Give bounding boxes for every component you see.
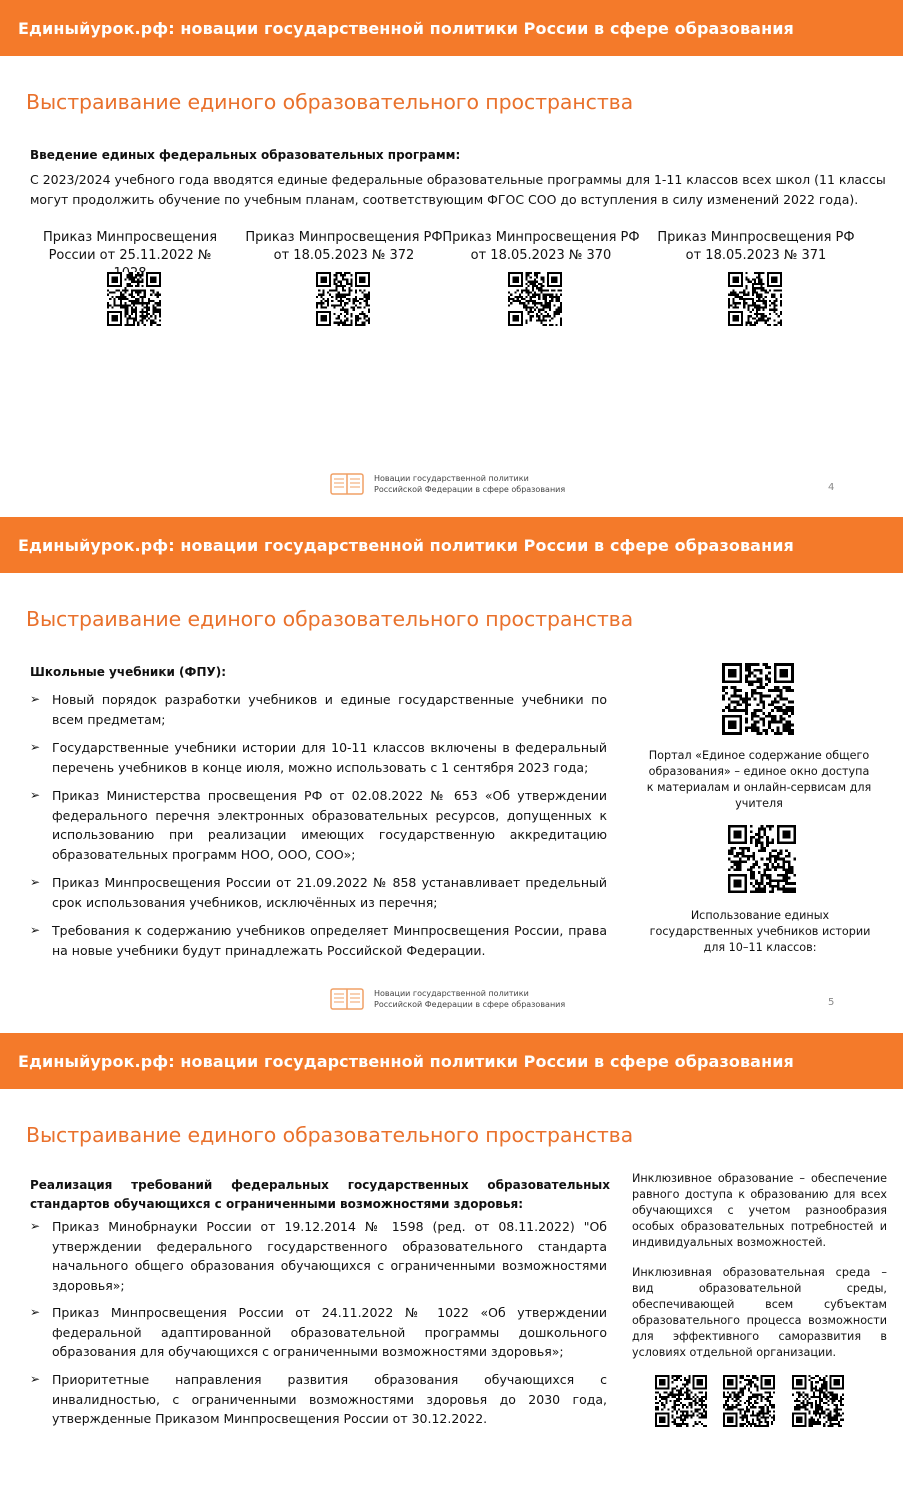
bullet-text: Новый порядок разработки учебников и единые государственные учебники по всем предметам;	[52, 692, 607, 727]
arrow-bullet-icon: ➢	[30, 1372, 41, 1386]
slide-6	[0, 1033, 903, 1500]
order-line-2: России от 25.11.2022 №	[48, 248, 212, 263]
intro-line-2: могут продолжить обучение по учебным планам, соответствующим ФГОС СОО до вступления в силу изменений 2022 года).	[30, 192, 859, 207]
bullet-text: Приоритетные направления развития образования обучающихся с инвалидностью, с ограниченными возможностями здоровья до 2030 года, утвержденные Приказом Минпросвещения России от 30.12.2022.	[52, 1372, 607, 1426]
order-item-3	[430, 229, 652, 265]
arrow-bullet-icon: ➢	[30, 1305, 41, 1319]
qr-code[interactable]	[107, 272, 161, 326]
slide-footer	[330, 472, 890, 504]
footer-line-1: Новации государственной политики	[374, 474, 529, 483]
book-logo-icon	[330, 472, 364, 498]
portal-caption: Портал «Единое содержание общего образования» – единое окно доступа к материалам и онлайн-сервисам для учителя	[646, 749, 872, 810]
qr-code[interactable]	[723, 1375, 775, 1427]
arrow-bullet-icon: ➢	[30, 1219, 41, 1233]
arrow-bullet-icon: ➢	[30, 788, 41, 802]
inclusive-environment-definition: Инклюзивная образовательная среда – вид образовательной среды, обеспечивающей всем субъектам образовательного процесса возможности для эффективного саморазвития в условиях отдельной организации.	[632, 1266, 887, 1359]
bullet-text: Приказ Министерства просвещения РФ от 02.08.2022 № 653 «Об утверждении федерального перечня электронных образовательных ресурсов, допущенных к использованию при реализации имеющих государственную аккредитацию образовательных программ НОО, ООО, СОО»;	[52, 788, 607, 862]
slide-5	[0, 517, 903, 1033]
bullet-text: Приказ Минпросвещения России от 24.11.2022 № 1022 «Об утверждении федеральной адаптированной образовательной программы дошкольного образования для обучающихся с ограниченными возможностями здоровья»;	[52, 1305, 607, 1359]
slide-footer	[330, 987, 890, 1019]
slide-title: Выстраивание единого образовательного пространства	[26, 1123, 634, 1147]
order-item-2	[230, 229, 458, 265]
footer-line-1: Новации государственной политики	[374, 989, 529, 998]
banner-text: Единыйурок.рф: новации государственной политики России в сфере образования	[18, 19, 794, 38]
slide-title: Выстраивание единого образовательного пространства	[26, 607, 634, 631]
slide-4	[0, 0, 903, 517]
banner-text: Единыйурок.рф: новации государственной политики России в сфере образования	[18, 1052, 794, 1071]
slide-title: Выстраивание единого образовательного пространства	[26, 90, 634, 114]
bullet-item	[30, 873, 615, 913]
section-heading: Реализация требований федеральных государственных образовательных стандартов обучающихся с ограниченными возможностями здоровья:	[30, 1178, 610, 1211]
qr-code[interactable]	[655, 1375, 707, 1427]
banner-text: Единыйурок.рф: новации государственной политики России в сфере образования	[18, 536, 794, 555]
order-line-1: Приказ Минпросвещения РФ	[657, 230, 855, 245]
section-heading: Школьные учебники (ФПУ):	[30, 665, 227, 679]
order-line-1: Приказ Минпросвещения РФ	[245, 230, 443, 245]
footer-line-2: Российской Федерации в сфере образования	[374, 999, 566, 1009]
order-item-4	[648, 229, 864, 265]
qr-code[interactable]	[722, 663, 794, 735]
bullet-item	[30, 1370, 610, 1430]
order-line-2: от 18.05.2023 № 370	[470, 248, 612, 263]
bullet-text: Требования к содержанию учебников определяет Минпросвещения России, права на новые учебники будут принадлежать Российской Федерации.	[52, 923, 607, 958]
bullet-text: Приказ Минобрнауки России от 19.12.2014 № 1598 (ред. от 08.11.2022) "Об утверждении федерального государственного образовательного стандарта начального общего образования обучающихся с ограниченными возможностями здоровья»;	[52, 1219, 607, 1293]
intro-paragraph	[30, 170, 886, 210]
footer-text	[374, 989, 565, 1010]
footer-line-2: Российской Федерации в сфере образования	[374, 484, 566, 494]
bullet-item	[30, 738, 615, 778]
intro-line-1: С 2023/2024 учебного года вводятся единые федеральные образовательные программы для 1-11 классов всех школ (11 классы	[30, 172, 886, 187]
book-logo-icon	[330, 987, 364, 1013]
order-line-1: Приказ Минпросвещения РФ	[442, 230, 640, 245]
qr-code[interactable]	[728, 825, 796, 893]
slide-banner	[0, 1033, 903, 1089]
qr-code[interactable]	[316, 272, 370, 326]
arrow-bullet-icon: ➢	[30, 923, 41, 937]
arrow-bullet-icon: ➢	[30, 692, 41, 706]
slide-banner	[0, 517, 903, 573]
bullet-item	[30, 1217, 610, 1297]
order-line-2: от 18.05.2023 № 371	[685, 248, 827, 263]
bullet-item	[30, 690, 615, 730]
footer-text	[374, 474, 565, 495]
section-heading: Введение единых федеральных образовательных программ:	[30, 148, 461, 162]
qr-code[interactable]	[508, 272, 562, 326]
textbooks-caption: Использование единых государственных учебников истории для 10–11 классов:	[649, 909, 871, 954]
order-line-1: Приказ Минпросвещения	[42, 230, 218, 245]
bullet-text: Государственные учебники истории для 10-11 классов включены в федеральный перечень учебников в конце июля, можно использовать с 1 сентября 2023 года;	[52, 740, 607, 775]
page-number: 4	[828, 482, 835, 493]
bullet-item	[30, 1303, 610, 1363]
arrow-bullet-icon: ➢	[30, 875, 41, 889]
arrow-bullet-icon: ➢	[30, 740, 41, 754]
qr-code[interactable]	[728, 272, 782, 326]
page-number: 5	[828, 997, 835, 1008]
bullet-item	[30, 786, 615, 866]
slide-banner	[0, 0, 903, 56]
bullet-item	[30, 921, 615, 961]
bullet-text: Приказ Минпросвещения России от 21.09.2022 № 858 устанавливает предельный срок использования учебников, исключённых из перечня;	[52, 875, 607, 910]
inclusive-education-definition: Инклюзивное образование – обеспечение равного доступа к образованию для всех обучающихся с учетом разнообразия особых образовательных потребностей и индивидуальных возможностей.	[632, 1172, 887, 1249]
qr-code[interactable]	[792, 1375, 844, 1427]
order-line-2: от 18.05.2023 № 372	[273, 248, 415, 263]
